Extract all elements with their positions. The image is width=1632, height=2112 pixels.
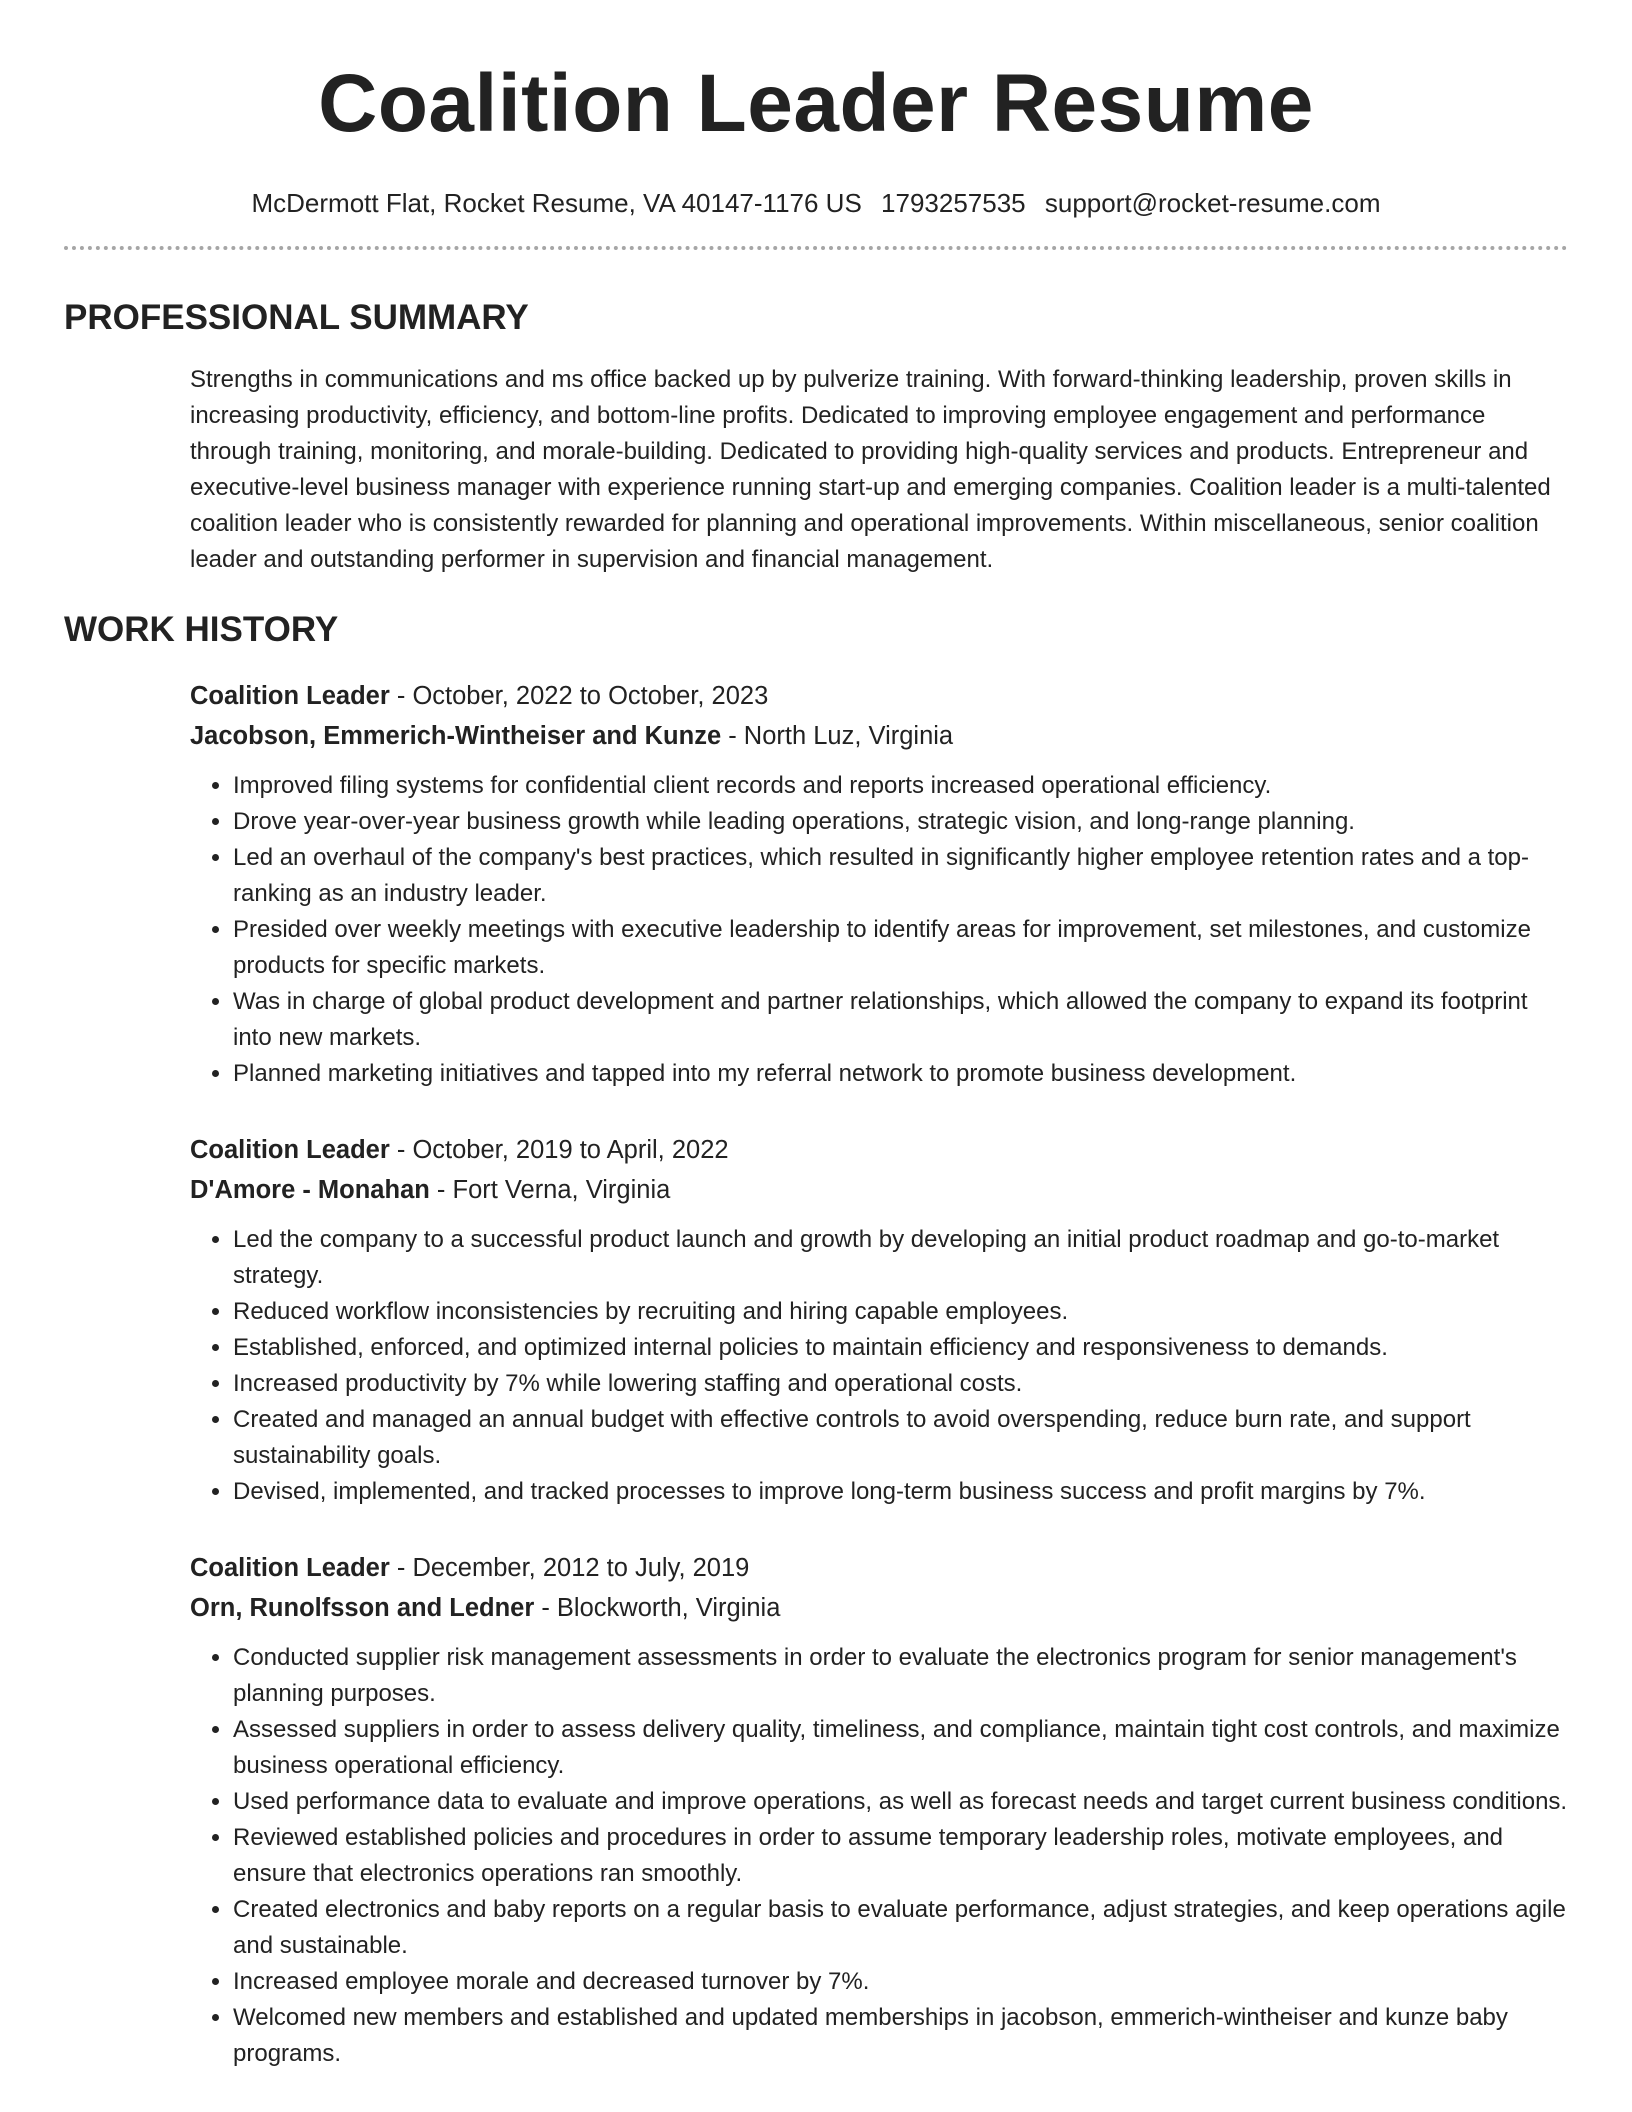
job-company-line — [190, 716, 1568, 756]
summary-text: Strengths in communications and ms office backed up by pulverize training. With forward-thinking leadership, proven skills in increasing productivity, efficiency, and bottom-line profits. Dedicated to improving employee engagement and performance through training, monitoring, and morale-building. Dedicated to providing high-quality services and products. Entrepreneur and executive-level business manager with experience running start-up and emerging companies. Coalition leader is a multi-talented coalition leader who is consistently rewarded for planning and operational improvements. Within miscellaneous, senior coalition leader and outstanding performer in supervision and financial management. — [190, 366, 1551, 573]
contact-line — [64, 186, 1568, 220]
job-company: Orn, Runolfsson and Ledner — [190, 1594, 535, 1622]
job-bullets — [190, 1640, 1568, 2072]
job-role: Coalition Leader — [190, 682, 390, 710]
header-divider — [64, 246, 1568, 250]
job-entry — [190, 1548, 1568, 2072]
job-bullet: • Created and managed an annual budget with effective controls to avoid overspending, reduce burn rate, and support sustainability goals. — [233, 1402, 1568, 1474]
job-bullet: • Devised, implemented, and tracked processes to improve long-term business success and profit margins by 7%. — [233, 1474, 1568, 1510]
job-bullet: • Increased employee morale and decreased turnover by 7%. — [233, 1964, 1568, 2000]
job-bullet: • Increased productivity by 7% while lowering staffing and operational costs. — [233, 1366, 1568, 1402]
job-location: - Blockworth, Virginia — [534, 1594, 781, 1622]
job-role-line — [190, 1548, 1568, 1588]
contact-phone: 1793257535 — [881, 188, 1026, 218]
job-bullet: • Led the company to a successful product launch and growth by developing an initial product roadmap and go-to-market strategy. — [233, 1222, 1568, 1294]
job-role: Coalition Leader — [190, 1136, 390, 1164]
job-dates: - October, 2022 to October, 2023 — [389, 682, 769, 710]
job-bullets — [190, 1222, 1568, 1510]
job-role: Coalition Leader — [190, 1554, 390, 1582]
job-bullet: • Created electronics and baby reports on a regular basis to evaluate performance, adjust strategies, and keep operations agile and sustainable. — [233, 1892, 1568, 1964]
job-company: Jacobson, Emmerich-Wintheiser and Kunze — [190, 722, 722, 750]
job-bullet: • Reduced workflow inconsistencies by recruiting and hiring capable employees. — [233, 1294, 1568, 1330]
job-bullet: • Led an overhaul of the company's best practices, which resulted in significantly higher employee retention rates and a top-ranking as an industry leader. — [233, 840, 1568, 912]
resume-title: Coalition Leader Resume — [318, 58, 1314, 149]
section-title-work: WORK HISTORY — [64, 610, 339, 649]
job-bullets — [190, 768, 1568, 1092]
professional-summary-section — [64, 296, 1568, 578]
section-title-summary: PROFESSIONAL SUMMARY — [64, 298, 529, 337]
job-role-line — [190, 1130, 1568, 1170]
job-company-line — [190, 1170, 1568, 1210]
work-history-section — [64, 608, 1568, 2072]
job-bullet: • Conducted supplier risk management assessments in order to evaluate the electronics program for senior management's planning purposes. — [233, 1640, 1568, 1712]
job-location: - North Luz, Virginia — [721, 722, 954, 750]
job-bullet: • Welcomed new members and established and updated memberships in jacobson, emmerich-wintheiser and kunze baby programs. — [233, 2000, 1568, 2072]
job-company-line — [190, 1588, 1568, 1628]
job-bullet: • Reviewed established policies and procedures in order to assume temporary leadership roles, motivate employees, and ensure that electronics operations ran smoothly. — [233, 1820, 1568, 1892]
job-entry — [190, 1130, 1568, 1510]
job-location: - Fort Verna, Virginia — [429, 1176, 671, 1204]
contact-email: support@rocket-resume.com — [1044, 188, 1381, 218]
job-role-line — [190, 676, 1568, 716]
job-entry — [190, 676, 1568, 1092]
contact-address: McDermott Flat, Rocket Resume, VA 40147-1176 US — [251, 188, 862, 218]
job-bullet: • Presided over weekly meetings with executive leadership to identify areas for improvement, set milestones, and customize products for specific markets. — [233, 912, 1568, 984]
job-bullet: • Planned marketing initiatives and tapped into my referral network to promote business development. — [233, 1056, 1568, 1092]
job-bullet: • Drove year-over-year business growth while leading operations, strategic vision, and long-range planning. — [233, 804, 1568, 840]
job-company: D'Amore - Monahan — [190, 1176, 430, 1204]
job-bullet: • Was in charge of global product development and partner relationships, which allowed the company to expand its footprint into new markets. — [233, 984, 1568, 1056]
job-bullet: • Established, enforced, and optimized internal policies to maintain efficiency and responsiveness to demands. — [233, 1330, 1568, 1366]
job-bullet: • Assessed suppliers in order to assess delivery quality, timeliness, and compliance, maintain tight cost controls, and maximize business operational efficiency. — [233, 1712, 1568, 1784]
resume-header — [64, 0, 1568, 220]
job-bullet: • Improved filing systems for confidential client records and reports increased operational efficiency. — [233, 768, 1568, 804]
job-dates: - October, 2019 to April, 2022 — [389, 1136, 729, 1164]
job-dates: - December, 2012 to July, 2019 — [389, 1554, 750, 1582]
job-bullet: • Used performance data to evaluate and improve operations, as well as forecast needs and target current business conditions. — [233, 1784, 1568, 1820]
